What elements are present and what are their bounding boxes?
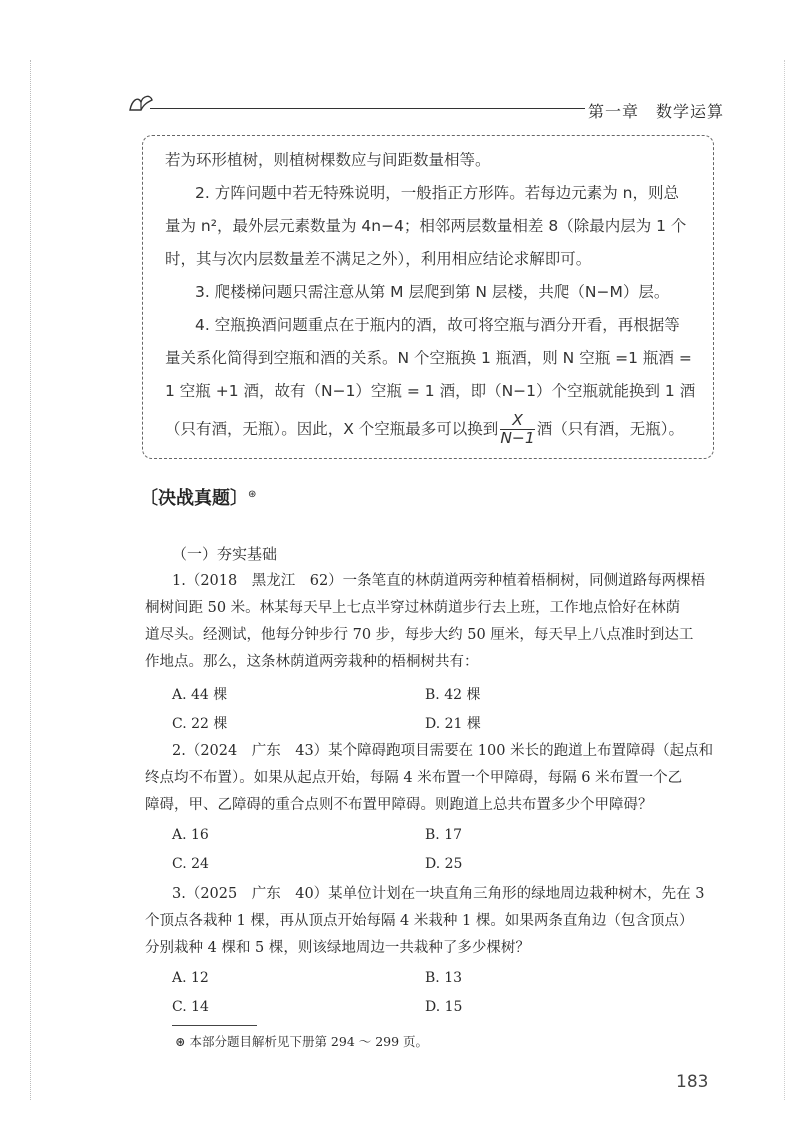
tip-line-3: 量为 n²，最外层元素数量为 4n−4；相邻两层数量相差 8（除最内层为 1 个 bbox=[165, 217, 687, 235]
tip-line-5: 3. 爬楼梯问题只需注意从第 M 层爬到第 N 层楼，共爬（N−M）层。 bbox=[195, 283, 670, 301]
q3-option-d[interactable]: D. 15 bbox=[425, 999, 463, 1015]
tip-line-7: 量关系化简得到空瓶和酒的关系。N 个空瓶换 1 瓶酒，则 N 空瓶 =1 瓶酒 = bbox=[165, 349, 692, 367]
scan-edge-left bbox=[30, 60, 34, 1100]
tip-line-9 bbox=[165, 412, 684, 447]
q3-option-c[interactable]: C. 14 bbox=[172, 999, 209, 1015]
q2-line-3: 障碍，甲、乙障碍的重合点则不布置甲障碍。则跑道上总共布置多少个甲障碍？ bbox=[145, 797, 653, 813]
tip-line-9-pre: （只有酒，无瓶）。因此，X 个空瓶最多可以换到 bbox=[165, 420, 499, 438]
q2-option-d[interactable]: D. 25 bbox=[425, 856, 463, 872]
fraction-denominator: N−1 bbox=[500, 429, 535, 447]
tip-line-6: 4. 空瓶换酒问题重点在于瓶内的酒，故可将空瓶与酒分开看，再根据等 bbox=[195, 316, 680, 334]
q3-line-2: 个顶点各栽种 1 棵，再从顶点开始每隔 4 米栽种 1 棵。如果两条直角边（包含顶点） bbox=[145, 913, 694, 929]
fraction-numerator: X bbox=[500, 412, 534, 430]
q1-line-3: 道尽头。经测试，他每分钟步行 70 步，每步大约 50 厘米，每天早上八点准时到达工 bbox=[145, 627, 694, 643]
fraction bbox=[500, 412, 534, 447]
q1-option-c[interactable]: C. 22 棵 bbox=[172, 716, 228, 732]
footnote-rule bbox=[172, 1025, 257, 1026]
q3-option-b[interactable]: B. 13 bbox=[425, 970, 463, 986]
q1-line-2: 桐树间距 50 米。林某每天早上七点半穿过林荫道步行去上班，工作地点恰好在林荫 bbox=[145, 600, 681, 616]
tip-line-4: 时，其与次内层数量差不满足之外），利用相应结论求解即可。 bbox=[165, 250, 592, 268]
header-rule bbox=[150, 108, 585, 109]
q2-option-c[interactable]: C. 24 bbox=[172, 856, 209, 872]
tip-line-2: 2. 方阵问题中若无特殊说明，一般指正方形阵。若每边元素为 n，则总 bbox=[195, 184, 679, 202]
q1-option-d[interactable]: D. 21 棵 bbox=[425, 716, 481, 732]
q1-option-b[interactable]: B. 42 棵 bbox=[425, 687, 481, 703]
q3-line-1: 3.（2025 广东 40）某单位计划在一块直角三角形的绿地周边栽种树木，先在 3 bbox=[172, 886, 705, 902]
q2-option-a[interactable]: A. 16 bbox=[172, 827, 209, 843]
tip-line-9-post: 酒（只有酒，无瓶）。 bbox=[536, 420, 685, 438]
tip-line-8: 1 空瓶 +1 酒，故有（N−1）空瓶 = 1 酒，即（N−1）个空瓶就能换到 1 酒 bbox=[165, 382, 696, 400]
leaf-icon bbox=[128, 92, 154, 114]
q2-option-b[interactable]: B. 17 bbox=[425, 827, 463, 843]
section-title bbox=[140, 484, 256, 510]
q3-line-3: 分别栽种 4 棵和 5 棵，则该绿地周边一共栽种了多少棵树？ bbox=[145, 940, 530, 956]
q2-line-2: 终点均不布置）。如果从起点开始，每隔 4 米布置一个甲障碍，每隔 6 米布置一个乙 bbox=[145, 770, 683, 786]
section-title-text: 〔决战真题〕 bbox=[140, 488, 248, 509]
q1-option-a[interactable]: A. 44 棵 bbox=[172, 687, 228, 703]
q1-line-4: 作地点。那么，这条林荫道两旁栽种的梧桐树共有： bbox=[145, 654, 479, 670]
scan-edge-right bbox=[784, 60, 788, 1100]
footnote: ⊛ 本部分题目解析见下册第 294 ～ 299 页。 bbox=[175, 1034, 429, 1049]
chapter-title: 第一章 数学运算 bbox=[588, 102, 725, 121]
page-number: 183 bbox=[676, 1072, 709, 1092]
tip-line-1: 若为环形植树，则植树棵数应与间距数量相等。 bbox=[165, 151, 491, 169]
subsection-title: （一）夯实基础 bbox=[172, 545, 278, 563]
footnote-mark: ⊛ bbox=[248, 489, 257, 500]
q3-option-a[interactable]: A. 12 bbox=[172, 970, 209, 986]
q1-line-1: 1.（2018 黑龙江 62）一条笔直的林荫道两旁种植着梧桐树，同侧道路每两棵梧 bbox=[172, 573, 706, 589]
q2-line-1: 2.（2024 广东 43）某个障碍跑项目需要在 100 米长的跑道上布置障碍（起点和 bbox=[172, 743, 714, 759]
